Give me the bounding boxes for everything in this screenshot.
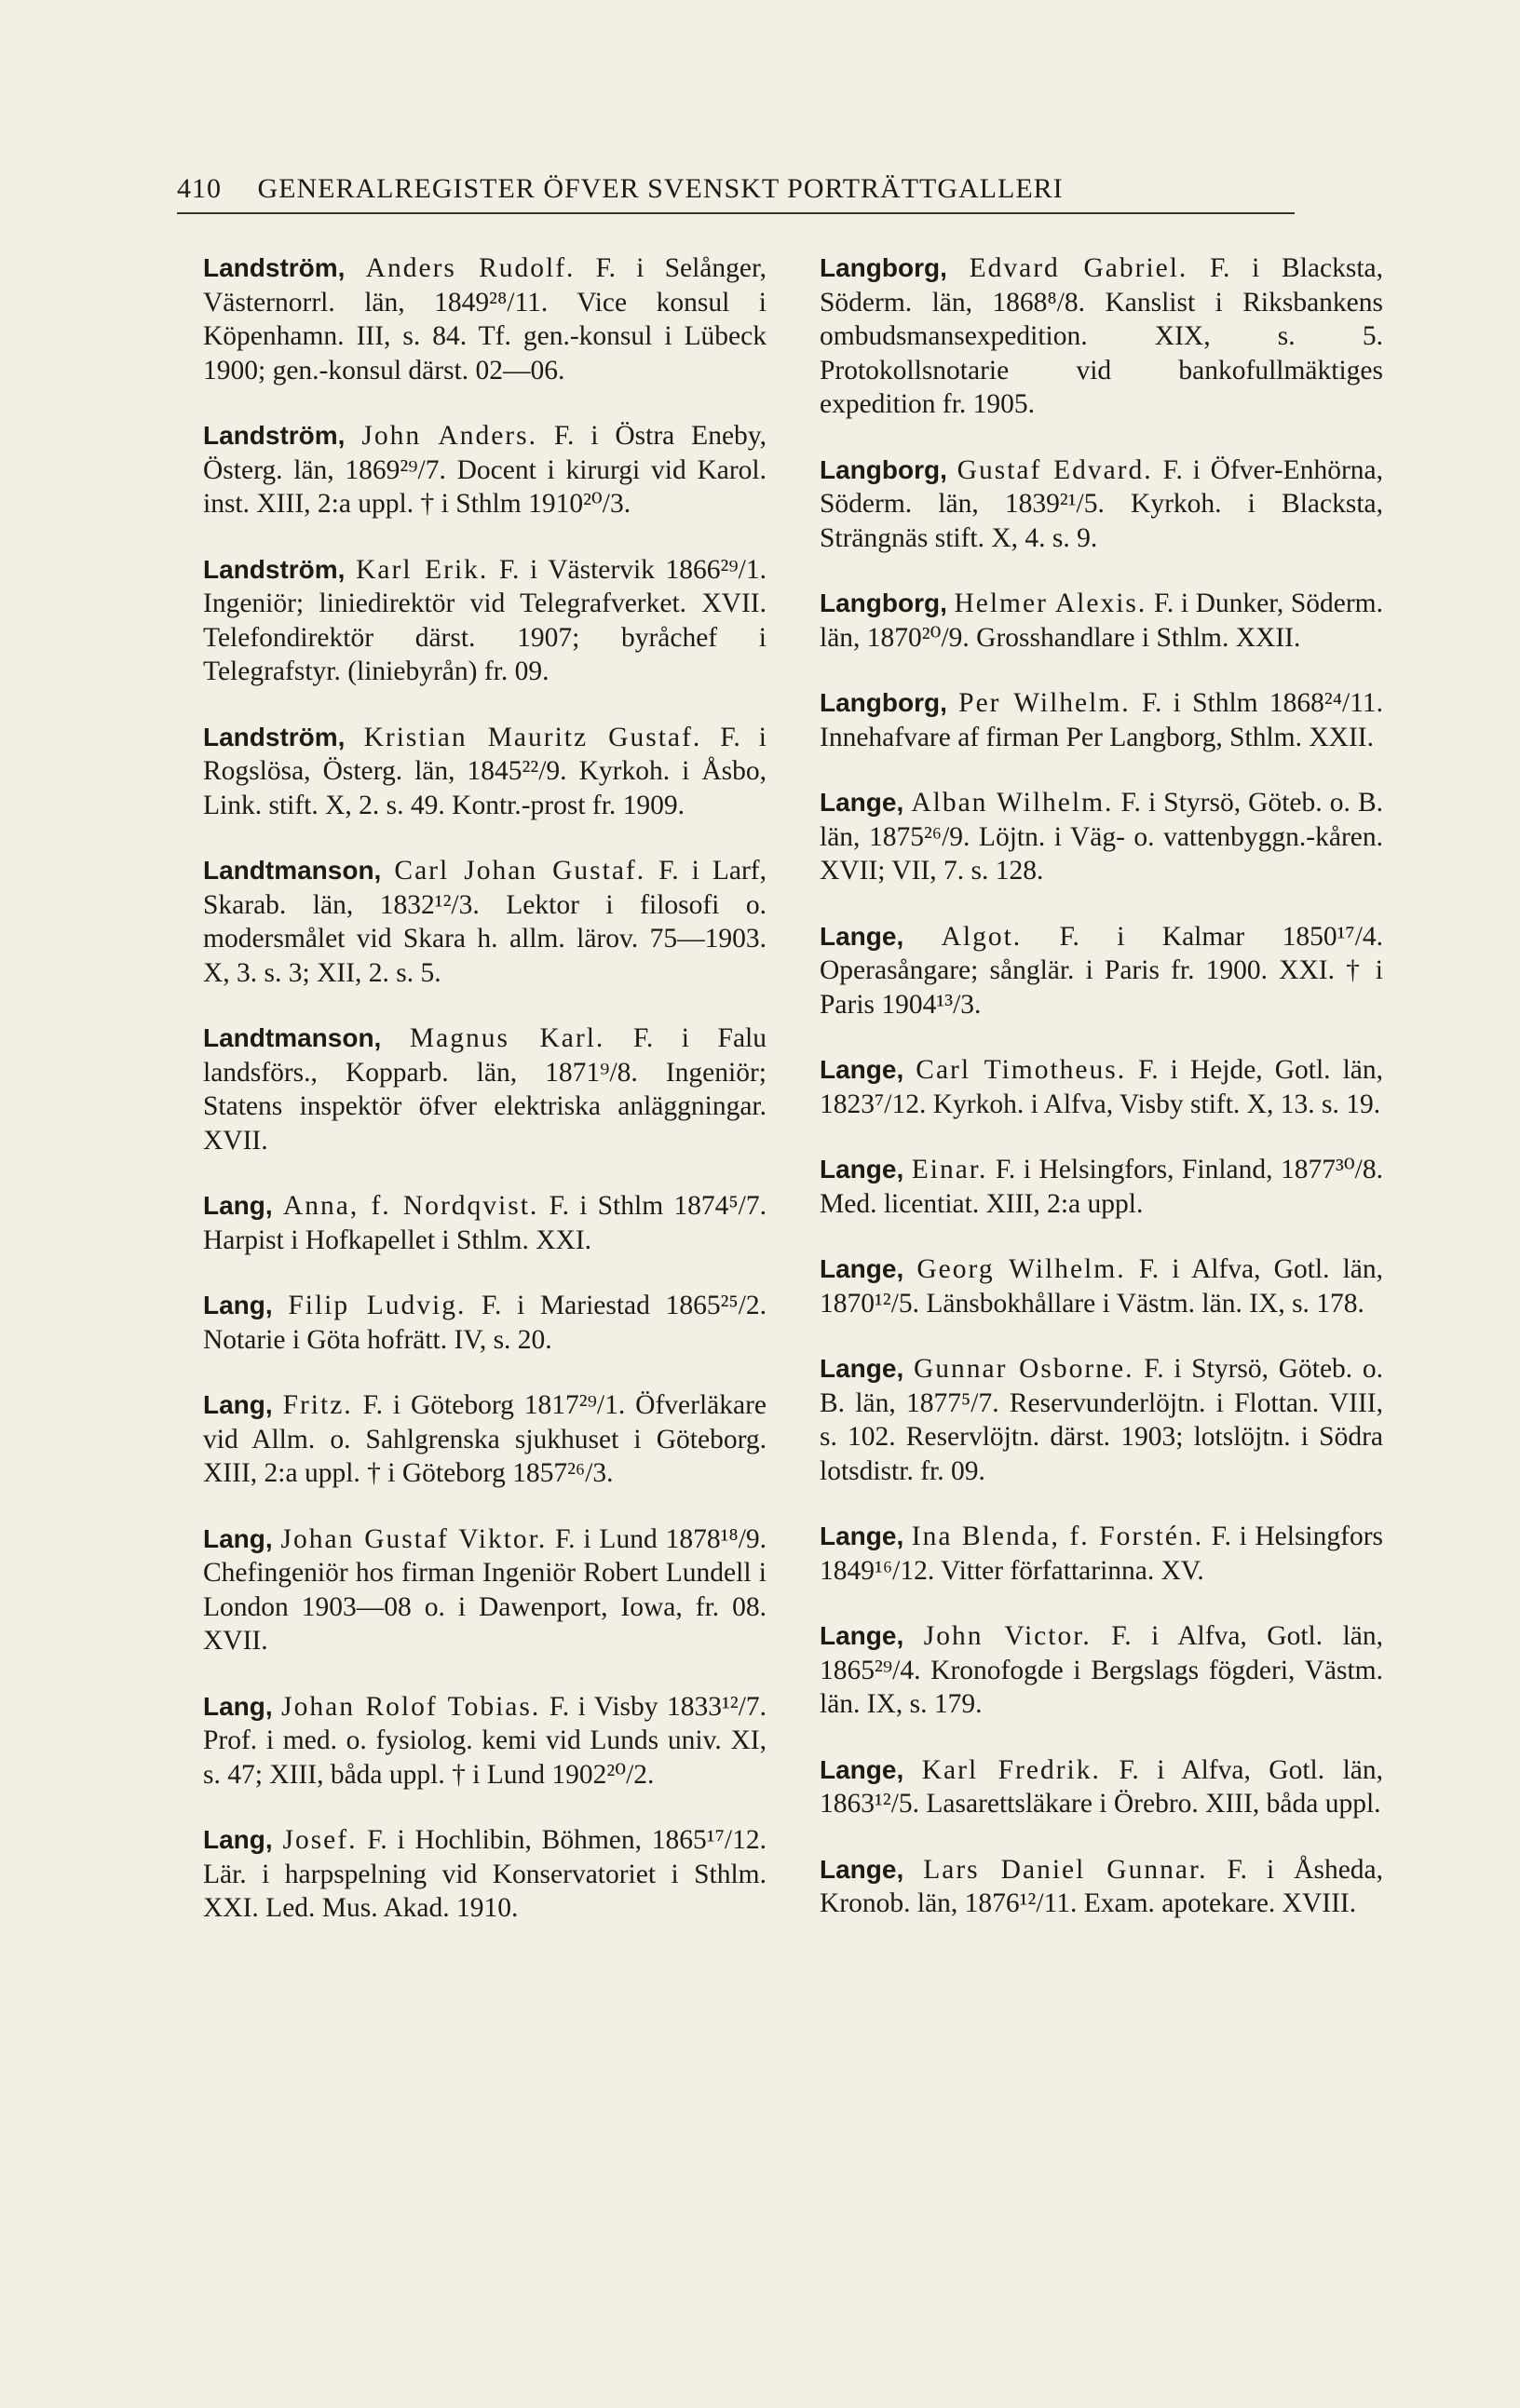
entry-text: F. i Selånger, Västernorrl. län, 1849²⁸/11. Vice konsul i Köpenhamn. III, s. 84. Tf. gen.-konsul i Lübeck 1900; gen.-konsul därst. 02—06. <box>203 253 767 386</box>
entry-surname: Lange, <box>820 1854 904 1884</box>
entry-surname: Lang, <box>203 1523 273 1553</box>
register-entry <box>820 686 1383 754</box>
entry-text: F. i Rogslösa, Österg. län, 1845²²/9. Kyrkoh. i Åsbo, Link. stift. X, 2. s. 49. Kontr.-prost fr. 1909. <box>203 722 767 820</box>
register-entry <box>820 786 1383 888</box>
entry-text: F. i Lund 1878¹⁸/9. Chefingeniör hos firman Ingeniör Robert Lundell i London 1903—08 o. i Dawenport, Iowa, fr. 08. XVII. <box>203 1523 767 1656</box>
entry-text: F. i Sthlm 1874⁵/7. Harpist i Hofkapellet i Sthlm. XXI. <box>203 1191 767 1255</box>
entry-text: F. i Hochlibin, Böhmen, 1865¹⁷/12. Lär. i harpspelning vid Konservatoriet i Sthlm. XXI. Led. Mus. Akad. 1910. <box>203 1825 767 1923</box>
register-entry <box>203 1021 767 1157</box>
entry-given-names: Algot. <box>941 921 1023 952</box>
register-entry <box>820 1053 1383 1121</box>
register-entry <box>820 920 1383 1022</box>
entry-given-names: Alban Wilhelm. <box>911 788 1114 818</box>
entry-surname: Lange, <box>820 788 904 817</box>
entry-given-names: Anna, f. Nordqvist. <box>282 1191 539 1221</box>
entry-given-names: Filip Ludvig. <box>288 1291 467 1320</box>
entry-given-names: Johan Gustaf Viktor. <box>280 1523 548 1554</box>
entry-text: F. i Blacksta, Söderm. län, 1868⁸/8. Kanslist i Riksbankens ombudsmansexpedition. XIX, s. 5. Protokollsnotarie vid bankofullmäktiges expedition fr. 1905. <box>820 253 1383 419</box>
entry-given-names: Magnus Karl. <box>409 1023 605 1053</box>
entry-given-names: Carl Johan Gustaf. <box>394 856 646 886</box>
register-entry <box>203 419 767 521</box>
entry-given-names: John Victor. <box>923 1621 1092 1651</box>
entry-surname: Landström, <box>203 253 346 282</box>
entry-given-names: John Anders. <box>361 421 537 451</box>
entry-surname: Langborg, <box>820 454 947 484</box>
entry-text: F. i Alfva, Gotl. län, 1870¹²/5. Länsbokhållare i Västm. län. IX, s. 178. <box>820 1254 1384 1319</box>
entry-text: F. i Kalmar 1850¹⁷/4. Operasångare; sånglär. i Paris fr. 1900. XXI. † i Paris 1904¹³/3. <box>820 921 1384 1020</box>
entry-given-names: Gustaf Edvard. <box>957 454 1153 485</box>
register-entry <box>820 1619 1383 1722</box>
register-entry <box>820 1352 1383 1488</box>
entry-surname: Lange, <box>820 1754 904 1784</box>
page-title: GENERALREGISTER ÖFVER SVENSKT PORTRÄTTGALLERI <box>257 173 1064 204</box>
entry-surname: Lange, <box>820 921 904 951</box>
register-entry <box>820 1753 1383 1821</box>
entry-given-names: Carl Timotheus. <box>916 1055 1127 1085</box>
right-column <box>820 251 1383 1953</box>
register-entry <box>820 251 1383 422</box>
entry-given-names: Georg Wilhelm. <box>916 1254 1126 1284</box>
entry-given-names: Edvard Gabriel. <box>969 253 1188 283</box>
register-entry <box>203 854 767 990</box>
register-entry <box>203 251 767 387</box>
entry-surname: Lang, <box>203 1291 273 1319</box>
entry-given-names: Helmer Alexis. <box>954 588 1147 618</box>
entry-text: F. i Visby 1833¹²/7. Prof. i med. o. fysiolog. kemi vid Lunds univ. XI, s. 47; XIII, båda uppl. † i Lund 1902²⁰/2. <box>203 1691 767 1790</box>
left-column <box>203 251 767 1957</box>
entry-given-names: Gunnar Osborne. <box>913 1354 1134 1384</box>
entry-text: F. i Helsingfors, Finland, 1877³⁰/8. Med. licentiat. XIII, 2:a uppl. <box>820 1155 1384 1219</box>
register-entry <box>203 1823 767 1926</box>
entry-text: F. i Västervik 1866²⁹/1. Ingeniör; liniedirektör vid Telegrafverket. XVII. Telefondirektör därst. 1907; byråchef i Telegrafstyr. (liniebyrån) fr. 09. <box>203 554 767 686</box>
entry-surname: Lang, <box>203 1825 273 1854</box>
entry-surname: Langborg, <box>820 253 947 282</box>
entry-text: F. i Göteborg 1817²⁹/1. Öfverläkare vid Allm. o. Sahlgrenska sjukhuset i Göteborg. XIII, 2:a uppl. † i Göteborg 1857²⁶/3. <box>203 1390 767 1488</box>
entry-surname: Lang, <box>203 1390 273 1419</box>
entry-text: F. i Styrsö, Göteb. o. B. län, 1877⁵/7. Reservunderlöjtn. i Flottan. VIII, s. 102. Reservlöjtn. därst. 1903; lotslöjtn. i Södra lotsdistr. fr. 09. <box>820 1354 1384 1486</box>
register-entry <box>203 1522 767 1658</box>
register-entry <box>820 1853 1383 1921</box>
register-entry <box>203 721 767 823</box>
entry-given-names: Lars Daniel Gunnar. <box>923 1854 1208 1885</box>
entry-text: F. i Sthlm 1868²⁴/11. Innehafvare af firman Per Langborg, Sthlm. XXII. <box>820 688 1383 752</box>
entry-surname: Landtmanson, <box>203 856 382 885</box>
entry-surname: Landström, <box>203 722 346 751</box>
entry-surname: Langborg, <box>820 688 947 717</box>
entry-text: F. i Falu landsförs., Kopparb. län, 1871⁹/8. Ingeniör; Statens inspektör öfver elektriska anläggningar. XVII. <box>203 1023 767 1156</box>
entry-surname: Lange, <box>820 1155 904 1184</box>
page-number: 410 <box>177 173 222 204</box>
register-entry <box>820 1153 1383 1221</box>
entry-given-names: Karl Fredrik. <box>921 1754 1101 1785</box>
entry-given-names: Einar. <box>911 1155 988 1184</box>
entry-surname: Langborg, <box>820 588 947 617</box>
register-entry <box>820 453 1383 556</box>
entry-surname: Lange, <box>820 1254 904 1283</box>
entry-given-names: Kristian Mauritz Gustaf. <box>363 722 702 752</box>
entry-text: F. i Öfver-Enhörna, Söderm. län, 1839²¹/5. Kyrkoh. i Blacksta, Strängnäs stift. X, 4. s. 9. <box>820 454 1383 553</box>
entry-surname: Lange, <box>820 1354 904 1383</box>
header-rule <box>177 212 1295 214</box>
register-entry <box>820 1252 1383 1320</box>
entry-surname: Lange, <box>820 1522 904 1550</box>
entry-text: F. i Alfva, Gotl. län, 1863¹²/5. Lasarettsläkare i Örebro. XIII, båda uppl. <box>820 1754 1384 1819</box>
entry-given-names: Josef. <box>282 1825 358 1855</box>
register-entry <box>820 1520 1383 1588</box>
entry-surname: Landtmanson, <box>203 1023 382 1052</box>
register-entry <box>203 553 767 689</box>
entry-given-names: Karl Erik. <box>356 554 489 585</box>
entry-text: F. i Dunker, Söderm. län, 1870²⁰/9. Grosshandlare i Sthlm. XXII. <box>820 588 1383 653</box>
entry-surname: Landström, <box>203 554 346 584</box>
entry-surname: Landström, <box>203 421 346 450</box>
register-entry <box>820 587 1383 655</box>
entry-text: F. i Helsingfors 1849¹⁶/12. Vitter författarinna. XV. <box>820 1522 1383 1586</box>
entry-given-names: Johan Rolof Tobias. <box>281 1691 541 1722</box>
entry-given-names: Per Wilhelm. <box>958 688 1131 718</box>
entry-surname: Lange, <box>820 1621 904 1650</box>
entry-text: F. i Alfva, Gotl. län, 1865²⁹/4. Kronofogde i Bergslags fögderi, Västm. län. IX, s. 179. <box>820 1621 1384 1719</box>
register-entry <box>203 1388 767 1491</box>
register-entry <box>203 1289 767 1357</box>
entry-text: F. i Styrsö, Göteb. o. B. län, 1875²⁶/9. Löjtn. i Väg- o. vattenbyggn.-kåren. XVII; VII, 7. s. 128. <box>820 788 1384 886</box>
entry-text: F. i Mariestad 1865²⁵/2. Notarie i Göta hofrätt. IV, s. 20. <box>203 1291 767 1355</box>
entry-text: F. i Östra Eneby, Österg. län, 1869²⁹/7. Docent i kirurgi vid Karol. inst. XIII, 2:a uppl. † i Sthlm 1910²⁰/3. <box>203 421 767 519</box>
page-header <box>177 173 1304 205</box>
entry-text: F. i Hejde, Gotl. län, 1823⁷/12. Kyrkoh. i Alfva, Visby stift. X, 13. s. 19. <box>820 1055 1383 1119</box>
register-entry <box>203 1189 767 1257</box>
register-entry <box>203 1690 767 1792</box>
entry-given-names: Fritz. <box>282 1390 353 1420</box>
entry-text: F. i Larf, Skarab. län, 1832¹²/3. Lektor i filosofi o. modersmålet vid Skara h. allm. lärov. 75—1903. X, 3. s. 3; XII, 2. s. 5. <box>203 856 767 988</box>
entry-surname: Lang, <box>203 1191 273 1220</box>
entry-surname: Lange, <box>820 1055 904 1084</box>
entry-given-names: Anders Rudolf. <box>365 253 576 283</box>
entry-given-names: Ina Blenda, f. Forstén. <box>911 1522 1204 1551</box>
entry-text: F. i Åsheda, Kronob. län, 1876¹²/11. Exam. apotekare. XVIII. <box>820 1854 1384 1918</box>
entry-surname: Lang, <box>203 1691 273 1721</box>
